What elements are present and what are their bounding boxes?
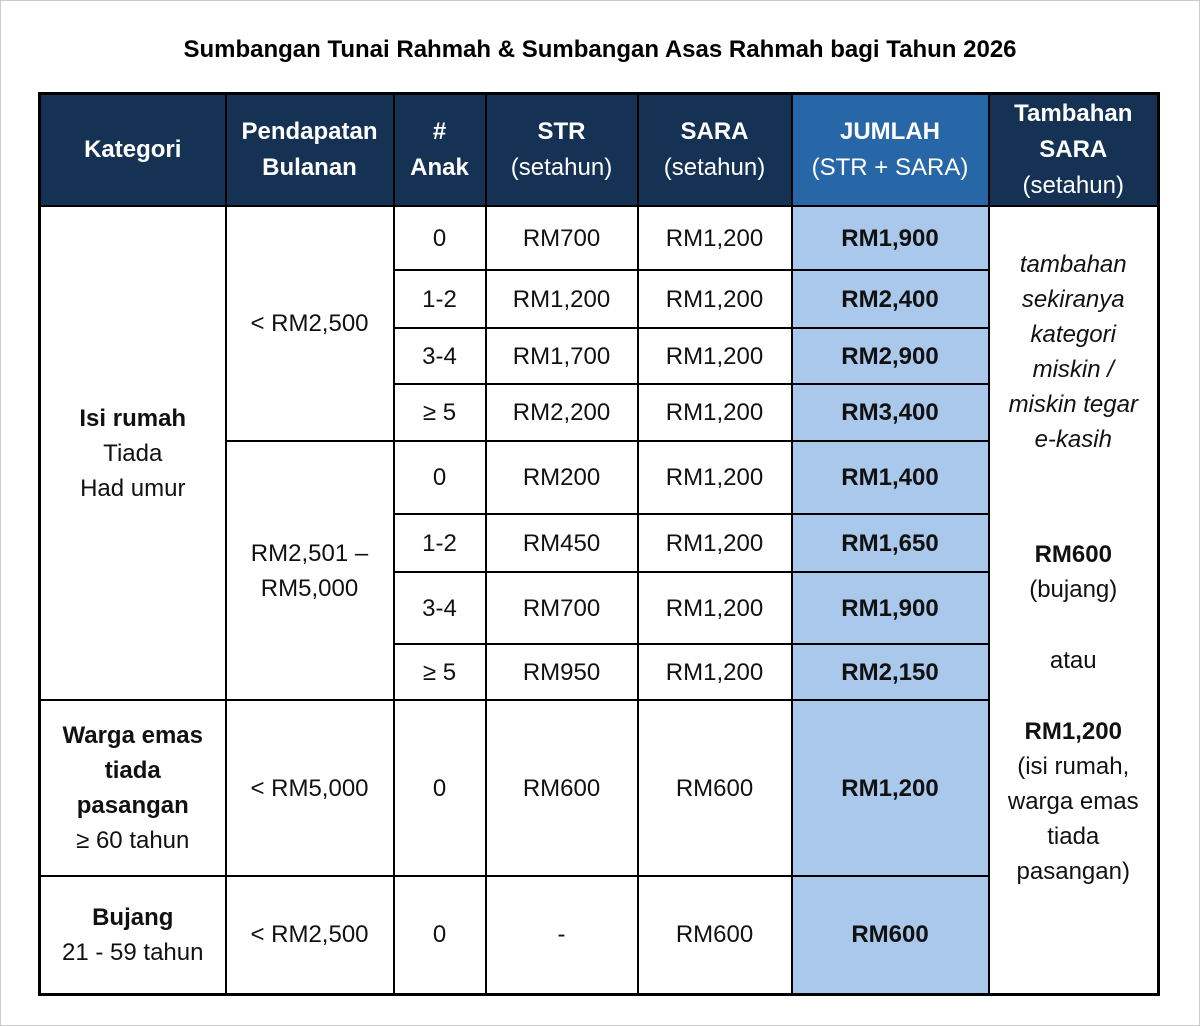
cell-str: RM950 (486, 644, 638, 700)
cell-anak: 0 (394, 441, 486, 514)
cell-sara: RM1,200 (638, 644, 792, 700)
cell-jumlah: RM1,900 (792, 572, 989, 644)
cell-str: RM1,700 (486, 328, 638, 384)
cell-sara: RM600 (638, 876, 792, 994)
cell-anak: ≥ 5 (394, 384, 486, 441)
cell-jumlah: RM2,150 (792, 644, 989, 700)
cell-jumlah: RM1,650 (792, 514, 989, 572)
cell-sara: RM1,200 (638, 384, 792, 441)
category-warga-emas: Warga emas tiada pasangan ≥ 60 tahun (40, 700, 226, 876)
cell-anak: 1-2 (394, 270, 486, 328)
category-isi-rumah: Isi rumah Tiada Had umur (40, 206, 226, 700)
cell-jumlah: RM2,400 (792, 270, 989, 328)
cell-anak: 0 (394, 876, 486, 994)
cell-sara: RM1,200 (638, 270, 792, 328)
cell-str: RM700 (486, 206, 638, 270)
cell-str: RM2,200 (486, 384, 638, 441)
cell-sara: RM1,200 (638, 206, 792, 270)
cell-sara: RM1,200 (638, 441, 792, 514)
cell-jumlah: RM3,400 (792, 384, 989, 441)
income-senior: < RM5,000 (226, 700, 394, 876)
cell-sara: RM1,200 (638, 328, 792, 384)
tambahan-sara-cell: tambahan sekiranya kategori miskin / miskin tegar e-kasih RM600 (bujang) atau RM1,200 (isi rumah, warga emas tiada pasangan) (989, 206, 1159, 994)
cell-jumlah: RM1,200 (792, 700, 989, 876)
income-mid: RM2,501 – RM5,000 (226, 441, 394, 700)
cell-anak: 3-4 (394, 572, 486, 644)
header-row (40, 94, 1159, 207)
cell-anak: 1-2 (394, 514, 486, 572)
table-row (40, 206, 1159, 270)
header-str: STR (setahun) (486, 94, 638, 207)
income-single: < RM2,500 (226, 876, 394, 994)
cell-jumlah: RM1,900 (792, 206, 989, 270)
cell-anak: 3-4 (394, 328, 486, 384)
cell-sara: RM600 (638, 700, 792, 876)
cell-anak: ≥ 5 (394, 644, 486, 700)
cell-anak: 0 (394, 206, 486, 270)
header-jumlah: JUMLAH (STR + SARA) (792, 94, 989, 207)
cell-sara: RM1,200 (638, 514, 792, 572)
header-sara: SARA (setahun) (638, 94, 792, 207)
header-kategori: Kategori (40, 94, 226, 207)
cell-str: RM600 (486, 700, 638, 876)
header-tambahan: Tambahan SARA (setahun) (989, 94, 1159, 207)
cell-str: RM450 (486, 514, 638, 572)
category-bujang: Bujang 21 - 59 tahun (40, 876, 226, 994)
cell-jumlah: RM600 (792, 876, 989, 994)
rahmah-table (38, 92, 1160, 996)
cell-anak: 0 (394, 700, 486, 876)
income-low: < RM2,500 (226, 206, 394, 441)
cell-str: - (486, 876, 638, 994)
cell-jumlah: RM1,400 (792, 441, 989, 514)
header-pendapatan: Pendapatan Bulanan (226, 94, 394, 207)
cell-sara: RM1,200 (638, 572, 792, 644)
header-anak: # Anak (394, 94, 486, 207)
cell-str: RM700 (486, 572, 638, 644)
cell-str: RM200 (486, 441, 638, 514)
cell-str: RM1,200 (486, 270, 638, 328)
cell-jumlah: RM2,900 (792, 328, 989, 384)
page-title: Sumbangan Tunai Rahmah & Sumbangan Asas Rahmah bagi Tahun 2026 (183, 36, 1017, 63)
